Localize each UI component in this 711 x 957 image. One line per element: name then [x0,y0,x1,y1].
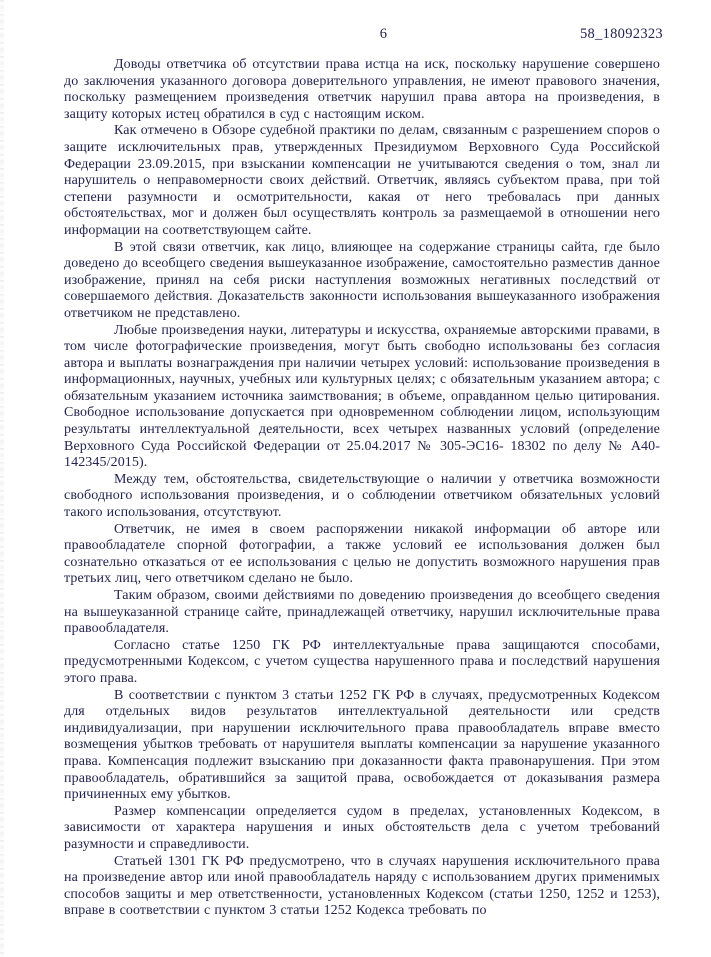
page-number: 6 [379,26,388,42]
paragraph: Как отмечено в Обзоре судебной практики по делам, связанным с разрешением споров о защите исключительных прав, утвержденных Президиумом Верховного Суда Российской Федерации 23.09.2015, при взыскании компенсации не учитываются сведения о том, знал ли нарушитель о неправомерности своих действий. Ответчик, являясь субъектом права, при той степени разумности и осмотрительности, какая от него требовалась при данных обстоятельствах, мог и должен был осуществлять контроль за размещаемой в отношении него информации на соответствующем сайте. [64,123,660,238]
paragraph: Согласно статье 1250 ГК РФ интеллектуальные права защищаются способами, предусмотренными Кодексом, с учетом существа нарушенного права и последствий нарушения этого права. [64,637,660,686]
case-number: 58_18092323 [579,26,663,42]
paragraph: Ответчик, не имея в своем распоряжении никакой информации об авторе или правообладателе спорной фотографии, а также условий ее использования должен был сознательно отказаться от ее использования с целью не допустить возможного нарушения прав третьих лиц, чего ответчиком сделано не было. [64,521,660,587]
paragraph: Доводы ответчика об отсутствии права истца на иск, поскольку нарушение совершено до заключения указанного договора доверительного управления, не имеют правового значения, поскольку размещением произведения ответчик нарушил права автора на произведения, в защиту которых истец обратился в суд с настоящим иском. [64,57,660,122]
document-body [64,57,660,920]
page-header [0,24,711,44]
paragraph: Статьей 1301 ГК РФ предусмотрено, что в случаях нарушения исключительного права на произведение автор или иной правообладатель наряду с использованием других применимых способов защиты и мер ответственности, установленных Кодексом (статьи 1250, 1252 и 1253), вправе в соответствии с пунктом 3 статьи 1252 Кодекса требовать по [64,853,660,919]
scan-edge-artifact [0,0,4,957]
paragraph: Таким образом, своими действиями по доведению произведения до всеобщего сведения на вышеуказанной странице сайте, принадлежащей ответчику, нарушил исключительные права правообладателя. [64,588,660,637]
paragraph: Любые произведения науки, литературы и искусства, охраняемые авторскими правами, в том числе фотографические произведения, могут быть свободно использованы без согласия автора и выплаты вознаграждения при наличии четырех условий: использование произведения в информационных, научных, учебных или культурных целях; с обязательным указанием автора; с обязательным указанием источника заимствования; в объеме, оправданном целью цитирования. Свободное использование допускается при одновременном соблюдении лицом, использующим результаты интеллектуальной деятельности, всех четырех названных условий (определение Верховного Суда Российской Федерации от 25.04.2017 № 305-ЭС16- 18302 по делу № А40- 142345/2015). [64,322,660,471]
paragraph: В этой связи ответчик, как лицо, влияющее на содержание страницы сайта, где было доведено до всеобщего сведения вышеуказанное изображение, самостоятельно разместив данное изображение, принял на себя риски наступления возможных негативных последствий от совершаемого действия. Доказательств законности использования вышеуказанного изображения ответчиком не представлено. [64,239,660,321]
paragraph: Между тем, обстоятельства, свидетельствующие о наличии у ответчика возможности свободного использования произведения, и о соблюдении ответчиком обязательных условий такого использования, отсутствуют. [64,471,660,521]
paragraph: В соответствии с пунктом 3 статьи 1252 ГК РФ в случаях, предусмотренных Кодексом для отдельных видов результатов интеллектуальной деятельности или средств индивидуализации, при нарушении исключительного права правообладатель вправе вместо возмещения убытков требовать от нарушителя выплаты компенсации за нарушение указанного права. Компенсация подлежит взысканию при доказанности факта правонарушения. При этом правообладатель, обратившийся за защитой права, освобождается от доказывания размера причиненных ему убытков. [64,687,660,803]
paragraph: Размер компенсации определяется судом в пределах, установленных Кодексом, в зависимости от характера нарушения и иных обстоятельств дела с учетом требований разумности и справедливости. [64,803,660,852]
